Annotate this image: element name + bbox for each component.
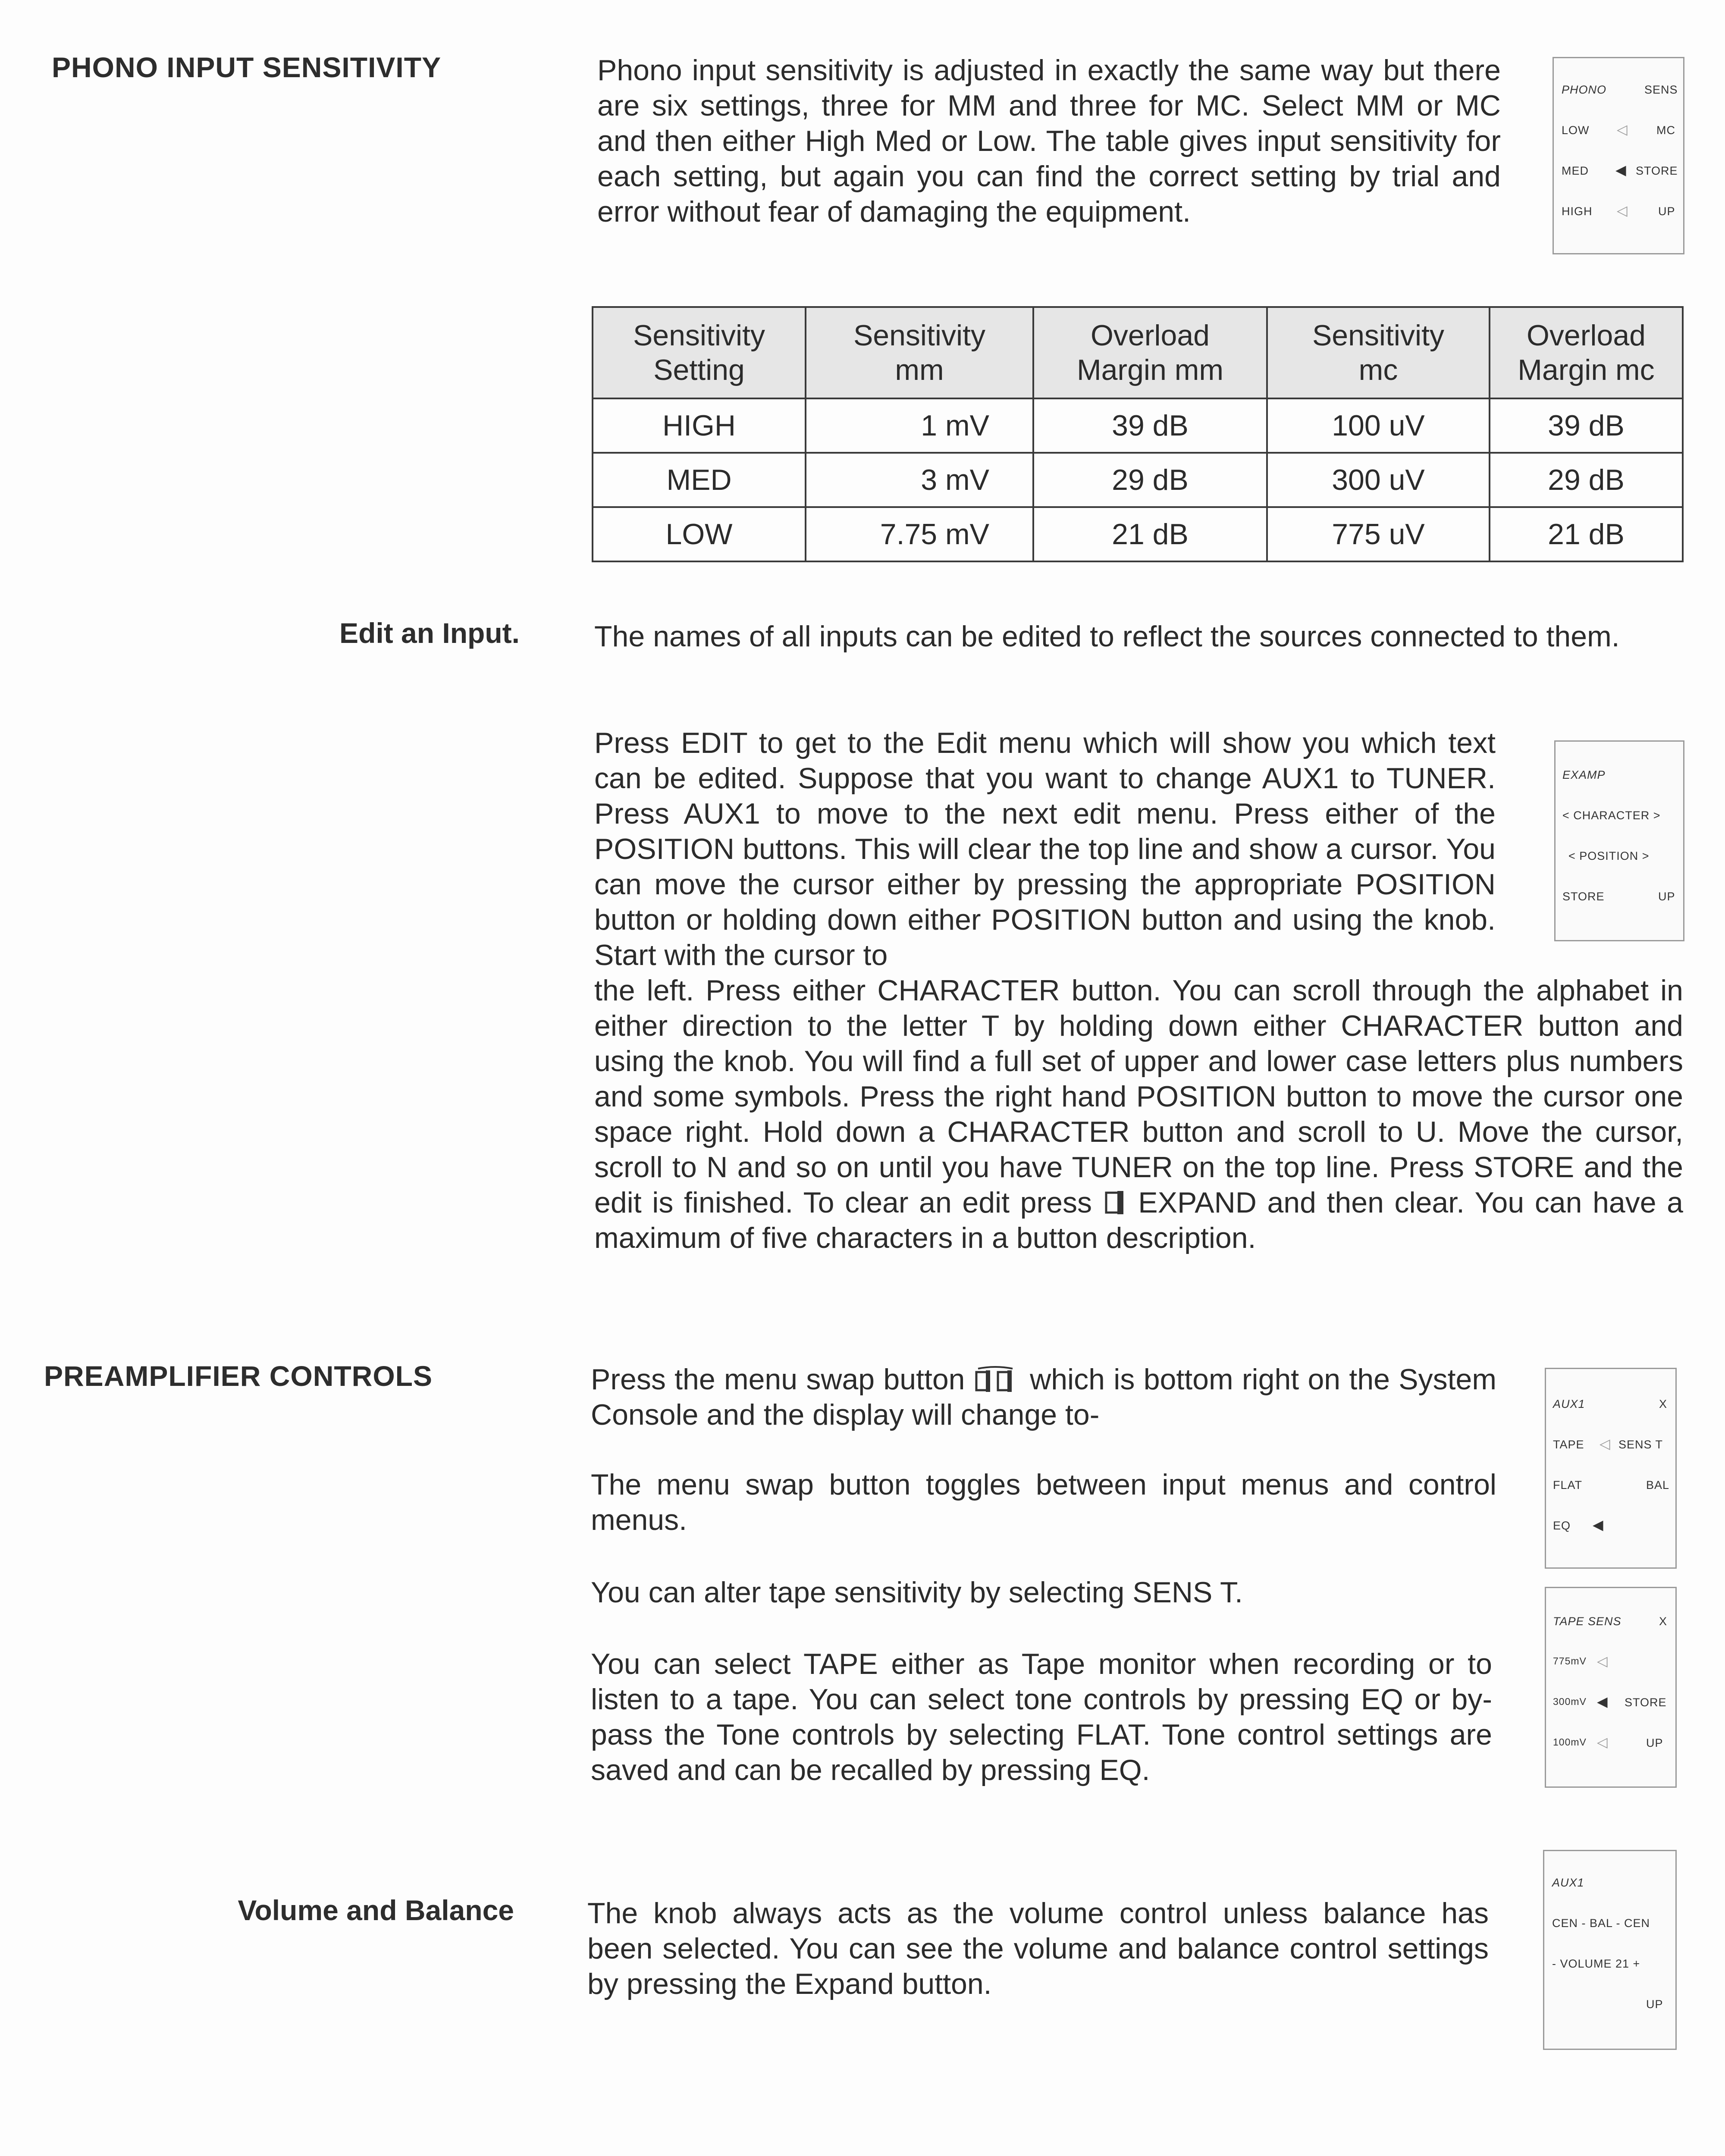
table-row bbox=[593, 507, 1683, 561]
volume-display-up: UP bbox=[1646, 1998, 1663, 2011]
section-heading-preamp: PREAMPLIFIER CONTROLS bbox=[44, 1360, 433, 1392]
tape-sens-display-775: 775mV bbox=[1553, 1655, 1587, 1667]
phono-display-high: HIGH bbox=[1562, 205, 1593, 218]
phono-display-med: MED bbox=[1562, 164, 1589, 177]
table-header-cell: Sensitivity Setting bbox=[593, 307, 806, 398]
table-row bbox=[593, 398, 1683, 453]
tape-sens-display bbox=[1545, 1587, 1677, 1788]
preamp-text-2: The menu swap button toggles between input menus and control menus. bbox=[591, 1468, 1496, 1536]
phono-display-up: UP bbox=[1658, 205, 1675, 218]
edit-paragraph-2b bbox=[594, 973, 1683, 1256]
volume-display bbox=[1543, 1850, 1677, 2050]
phono-display-store: STORE bbox=[1636, 164, 1678, 177]
edit-text-2a: Press EDIT to get to the Edit menu which will show you which text can be edited. Suppose that you want to change AUX1 to TUNER. Press AUX1 to move to the next edit menu. Press either of the POSITION buttons. This will clear the top line and show a cursor. You can move the cursor either by pressing the appropriate POSITION button or holding down either POSITION button and using the knob. Start with the cursor to bbox=[594, 727, 1496, 971]
table-cell: 29 dB bbox=[1033, 453, 1267, 507]
volume-display-volume: - VOLUME 21 + bbox=[1552, 1957, 1640, 1970]
section-heading-volume: Volume and Balance bbox=[238, 1894, 514, 1926]
edit-display-position: < POSITION > bbox=[1568, 849, 1650, 862]
edit-paragraph-2a bbox=[594, 725, 1496, 973]
preamp-paragraph-2 bbox=[591, 1467, 1496, 1538]
table-header-cell: Sensitivity mc bbox=[1267, 307, 1490, 398]
edit-display-up: UP bbox=[1658, 890, 1675, 903]
volume-text: The knob always acts as the volume control unless balance has been selected. You can see the volume and balance control settings by pressing the Expand button. bbox=[587, 1897, 1489, 2000]
table-cell: 21 dB bbox=[1033, 507, 1267, 561]
table-header-cell: Overload Margin mc bbox=[1490, 307, 1683, 398]
preamp-paragraph-3 bbox=[591, 1575, 1496, 1610]
aux-display-bal: BAL bbox=[1646, 1479, 1670, 1492]
edit-display-title: EXAMP bbox=[1562, 768, 1606, 781]
tape-sens-display-300: 300mV bbox=[1553, 1696, 1587, 1707]
section-heading-edit: Edit an Input. bbox=[339, 617, 520, 649]
table-cell: 39 dB bbox=[1490, 398, 1683, 453]
table-cell: 39 dB bbox=[1033, 398, 1267, 453]
aux-display-eq: EQ bbox=[1553, 1519, 1571, 1532]
aux-display bbox=[1545, 1368, 1677, 1569]
outline-arrow-icon: ◁ bbox=[1617, 203, 1628, 218]
edit-paragraph-1 bbox=[594, 619, 1683, 654]
section-heading-phono: PHONO INPUT SENSITIVITY bbox=[52, 51, 442, 83]
selected-arrow-icon: ◀ bbox=[1593, 1517, 1604, 1532]
selected-arrow-icon: ◀ bbox=[1597, 1694, 1608, 1709]
table-header-row bbox=[593, 307, 1683, 398]
phono-display-low: LOW bbox=[1562, 124, 1590, 137]
preamp-text-1: Press the menu swap button which is bottom right on the System Console and the display will change to- bbox=[591, 1363, 1496, 1431]
aux-display-senst: SENS T bbox=[1618, 1438, 1663, 1451]
aux-display-title: AUX1 bbox=[1553, 1398, 1585, 1410]
table-cell: 1 mV bbox=[806, 398, 1033, 453]
phono-display-title: PHONO bbox=[1562, 83, 1607, 96]
tape-sens-display-up: UP bbox=[1646, 1736, 1663, 1749]
outline-arrow-icon: ◁ bbox=[1600, 1436, 1611, 1451]
selected-arrow-icon: ◀ bbox=[1615, 162, 1627, 178]
edit-text-2b: the left. Press either CHARACTER button. You can scroll through the alphabet in either direction to the letter T by holding down either CHARACTER button and using the knob. You will find a full set of upper and lower case letters plus numbers and some symbols. Press the right hand POSITION button to move the cursor one space right. Hold down a CHARACTER button and scroll to U. Move the cursor, scroll to N and so on until you have TUNER on the top line. Press STORE and the edit is finished. To clear an edit press EXPAND and then clear. You can have a maximum of five characters in a button description. bbox=[594, 974, 1683, 1254]
phono-text: Phono input sensitivity is adjusted in exactly the same way but there are six settings, three for MM and three for MC. Select MM or MC and then either High Med or Low. The table gives input sensitivity for each setting, but again you can find the correct setting by trial and error without fear of damaging the equipment. bbox=[597, 54, 1501, 228]
tape-sens-display-store: STORE bbox=[1625, 1696, 1667, 1709]
edit-display-character: < CHARACTER > bbox=[1562, 809, 1661, 822]
table-cell: 29 dB bbox=[1490, 453, 1683, 507]
aux-display-tape: TAPE bbox=[1553, 1438, 1584, 1451]
aux-display-x: X bbox=[1659, 1398, 1668, 1410]
table-cell: 775 uV bbox=[1267, 507, 1490, 561]
table-header-cell: Sensitivity mm bbox=[806, 307, 1033, 398]
table-cell: MED bbox=[593, 453, 806, 507]
phono-display bbox=[1552, 57, 1684, 254]
tape-sens-display-title: TAPE SENS bbox=[1553, 1615, 1622, 1628]
table-cell: HIGH bbox=[593, 398, 806, 453]
edit-display bbox=[1554, 740, 1684, 941]
tape-sens-display-x: X bbox=[1659, 1615, 1668, 1628]
phono-display-mc: MC bbox=[1656, 124, 1675, 137]
table-cell: 21 dB bbox=[1490, 507, 1683, 561]
table-cell: 300 uV bbox=[1267, 453, 1490, 507]
phono-display-sens: SENS bbox=[1644, 83, 1678, 96]
table-cell: LOW bbox=[593, 507, 806, 561]
menu-swap-icon bbox=[974, 1366, 1021, 1393]
sensitivity-table bbox=[592, 306, 1684, 562]
preamp-paragraph-1 bbox=[591, 1362, 1496, 1432]
outline-arrow-icon: ◁ bbox=[1597, 1653, 1608, 1669]
preamp-paragraph-4 bbox=[591, 1646, 1492, 1788]
outline-arrow-icon: ◁ bbox=[1597, 1734, 1608, 1750]
aux-display-flat: FLAT bbox=[1553, 1479, 1583, 1492]
phono-paragraph bbox=[597, 53, 1501, 229]
table-row bbox=[593, 453, 1683, 507]
preamp-text-4: You can select TAPE either as Tape monitor when recording or to listen to a tape. You can select tone controls by pressing EQ or by-pass the Tone controls by selecting FLAT. Tone control settings are saved and can be recalled by pressing EQ. bbox=[591, 1648, 1492, 1786]
volume-paragraph bbox=[587, 1896, 1489, 2002]
tape-sens-display-100: 100mV bbox=[1553, 1736, 1587, 1748]
expand-icon bbox=[1103, 1189, 1128, 1216]
edit-text-1: The names of all inputs can be edited to reflect the sources connected to them. bbox=[594, 620, 1620, 653]
outline-arrow-icon: ◁ bbox=[1617, 122, 1628, 137]
table-cell: 7.75 mV bbox=[806, 507, 1033, 561]
table-header-cell: Overload Margin mm bbox=[1033, 307, 1267, 398]
table-cell: 3 mV bbox=[806, 453, 1033, 507]
table-cell: 100 uV bbox=[1267, 398, 1490, 453]
edit-display-store: STORE bbox=[1562, 890, 1605, 903]
preamp-text-3: You can alter tape sensitivity by selecting SENS T. bbox=[591, 1576, 1243, 1609]
volume-display-title: AUX1 bbox=[1552, 1876, 1584, 1889]
volume-display-balance: CEN - BAL - CEN bbox=[1552, 1917, 1650, 1930]
